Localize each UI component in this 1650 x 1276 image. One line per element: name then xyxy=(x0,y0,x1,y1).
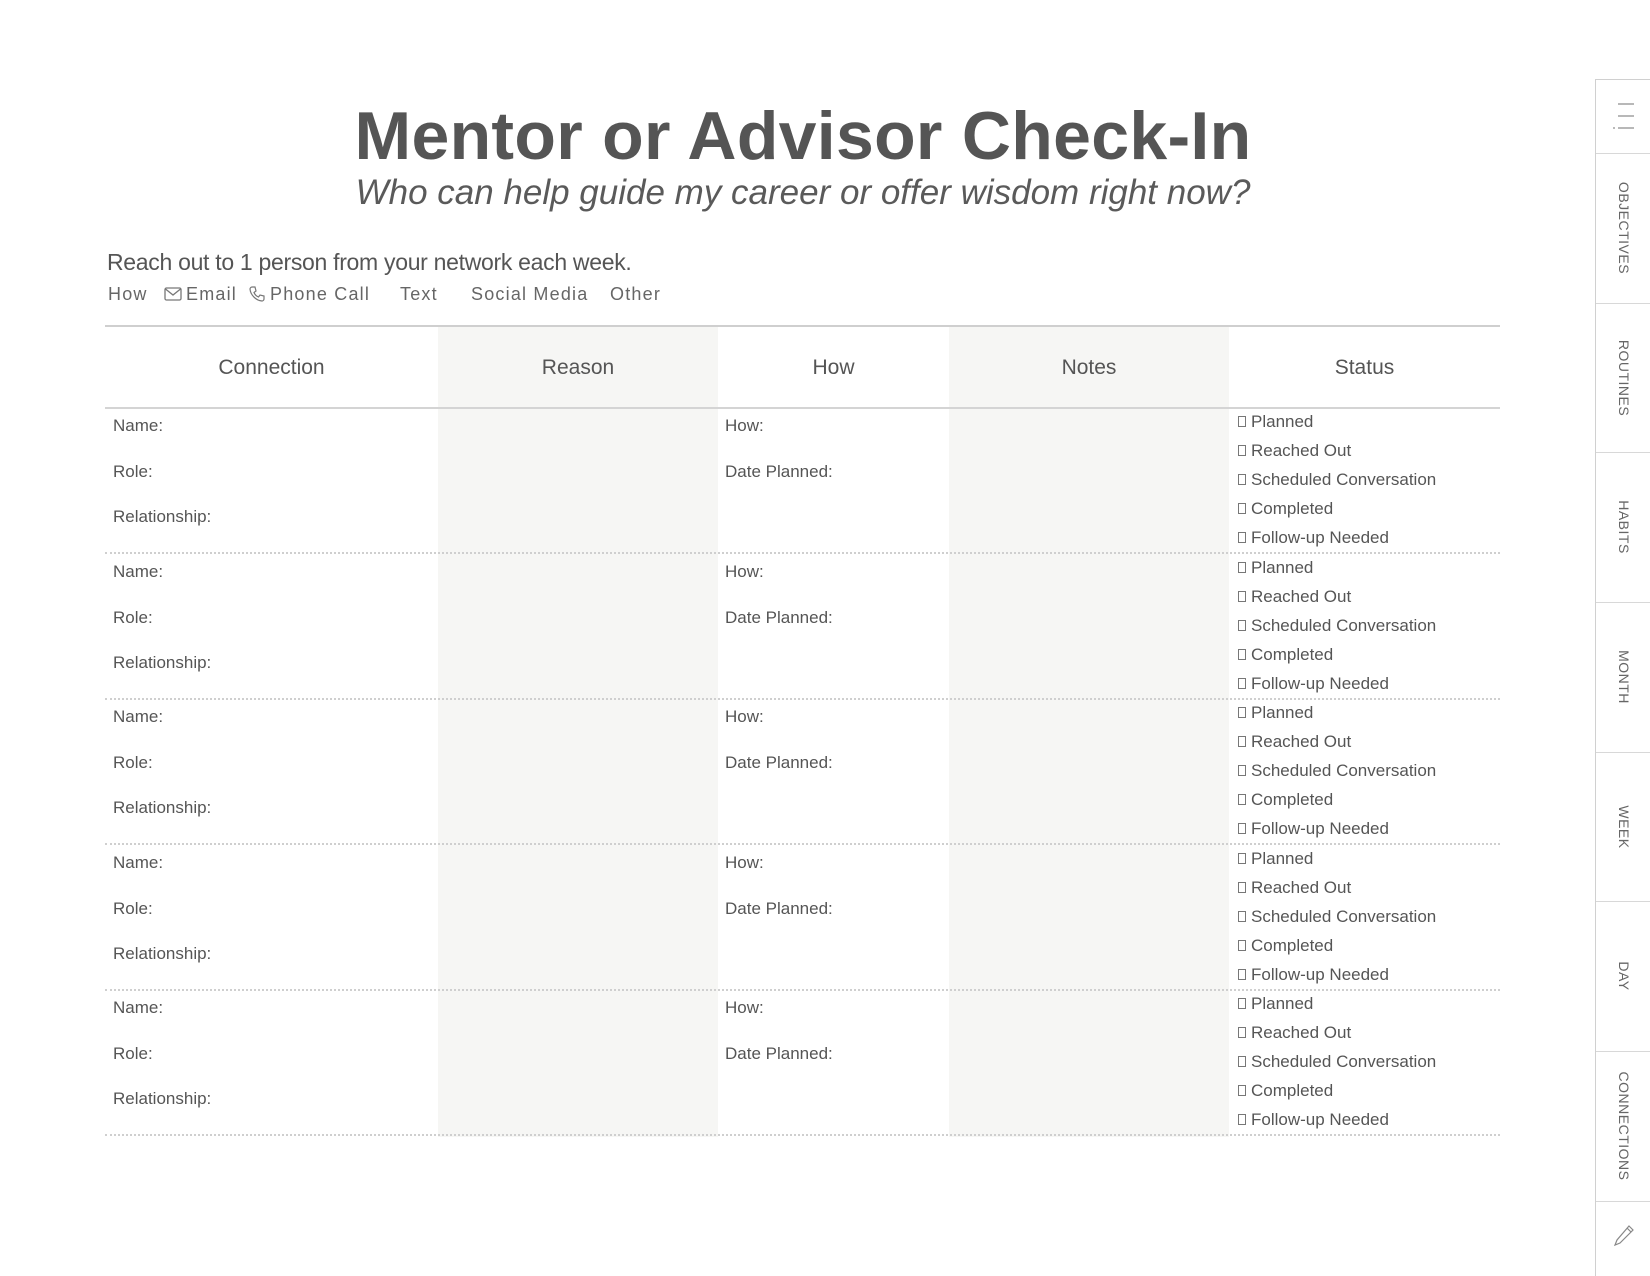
how-option-social-media: Social Media xyxy=(471,284,589,304)
status-option-label: Completed xyxy=(1251,1081,1334,1100)
side-tab-label: MONTH xyxy=(1615,650,1632,704)
checkbox[interactable] xyxy=(1238,823,1246,834)
status-option[interactable] xyxy=(1238,644,1436,673)
side-tab-label: WEEK xyxy=(1615,805,1632,849)
checkbox[interactable] xyxy=(1238,1027,1246,1038)
mail-icon xyxy=(164,287,182,301)
status-option-label: Planned xyxy=(1251,994,1314,1013)
status-option-label: Reached Out xyxy=(1251,586,1352,606)
connection-field-label: Name: xyxy=(113,561,164,581)
header-notes: Notes xyxy=(1061,356,1117,379)
menu-icon xyxy=(1612,102,1636,135)
how-label: How xyxy=(108,284,148,304)
how-field-label: Date Planned: xyxy=(725,1044,833,1063)
status-option-label: Reached Out xyxy=(1251,877,1352,897)
checkbox[interactable] xyxy=(1238,416,1246,427)
checkbox[interactable] xyxy=(1238,1085,1246,1096)
checkbox[interactable] xyxy=(1238,678,1246,689)
connection-field-label: Name: xyxy=(113,416,164,435)
connection-field-label: Name: xyxy=(113,852,164,872)
how-option-label: Email xyxy=(186,284,238,304)
connection-field-label: Relationship: xyxy=(113,798,212,817)
status-option-label: Reached Out xyxy=(1251,1023,1352,1042)
connection-field-label: Relationship: xyxy=(113,652,212,672)
status-option[interactable] xyxy=(1238,411,1436,440)
status-option-label: Completed xyxy=(1251,790,1334,809)
header-status: Status xyxy=(1334,356,1395,379)
status-option-label: Planned xyxy=(1251,557,1314,577)
status-option[interactable] xyxy=(1238,469,1436,498)
checkbox[interactable] xyxy=(1238,969,1246,980)
connection-field-label: Role: xyxy=(113,607,153,627)
checkbox[interactable] xyxy=(1238,620,1246,631)
status-option-label: Reached Out xyxy=(1251,732,1352,751)
checkbox[interactable] xyxy=(1238,503,1246,514)
side-tab-label: OBJECTIVES xyxy=(1615,181,1632,274)
checkbox[interactable] xyxy=(1238,649,1246,660)
status-option-label: Scheduled Conversation xyxy=(1251,906,1437,926)
side-tab-connections[interactable] xyxy=(1596,1051,1650,1202)
side-tab-label: ROUTINES xyxy=(1615,339,1632,416)
connection-field-label: Name: xyxy=(113,998,164,1017)
check-in-table xyxy=(105,325,1500,1137)
how-field-label: How: xyxy=(725,416,764,435)
status-option[interactable] xyxy=(1238,586,1436,615)
connection-field-label: Role: xyxy=(113,1044,153,1063)
how-field-label: Date Planned: xyxy=(725,898,833,918)
status-option-label: Follow-up Needed xyxy=(1251,673,1389,693)
status-checklist xyxy=(1238,993,1436,1138)
side-tab-month[interactable] xyxy=(1596,602,1650,753)
status-option[interactable] xyxy=(1238,906,1436,935)
connection-field-label: Role: xyxy=(113,462,153,481)
side-tab-bar xyxy=(1595,79,1650,1276)
side-tab-label: HABITS xyxy=(1615,500,1632,555)
checkbox[interactable] xyxy=(1238,765,1246,776)
status-option-label: Follow-up Needed xyxy=(1251,1110,1389,1129)
table-row xyxy=(105,409,1500,554)
status-option[interactable] xyxy=(1238,848,1436,877)
status-option[interactable] xyxy=(1238,498,1436,527)
header-how: How xyxy=(812,356,855,379)
checkbox[interactable] xyxy=(1238,445,1246,456)
how-option-email xyxy=(164,282,237,306)
status-option[interactable] xyxy=(1238,1051,1436,1080)
table-row xyxy=(105,700,1500,845)
how-option-text: Text xyxy=(400,284,438,304)
checkbox[interactable] xyxy=(1238,940,1246,951)
side-tab-label: CONNECTIONS xyxy=(1615,1071,1632,1181)
row-divider xyxy=(105,1134,1500,1136)
status-option[interactable] xyxy=(1238,993,1436,1022)
status-option-label: Scheduled Conversation xyxy=(1251,1052,1437,1071)
status-option-label: Planned xyxy=(1251,412,1314,431)
status-option[interactable] xyxy=(1238,760,1436,789)
checkbox[interactable] xyxy=(1238,532,1246,543)
how-field-label: Date Planned: xyxy=(725,607,833,627)
status-option-label: Scheduled Conversation xyxy=(1251,615,1437,635)
status-option-label: Planned xyxy=(1251,848,1314,868)
how-option-phone xyxy=(248,282,370,306)
instruction-text: Reach out to 1 person from your network each week. xyxy=(107,249,632,275)
status-option-label: Planned xyxy=(1251,703,1314,722)
connection-field-label: Relationship: xyxy=(113,1089,212,1108)
how-field-label: Date Planned: xyxy=(725,462,833,481)
status-checklist xyxy=(1238,848,1436,993)
status-option[interactable] xyxy=(1238,557,1436,586)
table-top-rule xyxy=(105,325,1500,327)
connection-field-label: Relationship: xyxy=(113,943,212,963)
status-option[interactable] xyxy=(1238,615,1436,644)
status-option[interactable] xyxy=(1238,877,1436,906)
checkbox[interactable] xyxy=(1238,474,1246,485)
checkbox[interactable] xyxy=(1238,1114,1246,1125)
checkbox[interactable] xyxy=(1238,998,1246,1009)
page-subtitle: Who can help guide my career or offer wisdom right now? xyxy=(355,173,1251,212)
header-connection: Connection xyxy=(218,356,325,379)
how-option-label: Phone Call xyxy=(270,284,371,304)
how-field-label: How: xyxy=(725,852,764,872)
checkbox[interactable] xyxy=(1238,911,1246,922)
status-option[interactable] xyxy=(1238,789,1436,818)
status-checklist xyxy=(1238,411,1436,556)
checkbox[interactable] xyxy=(1238,1056,1246,1067)
header-reason: Reason xyxy=(541,356,615,379)
status-option-label: Follow-up Needed xyxy=(1251,964,1389,984)
pencil-icon xyxy=(1612,1223,1636,1254)
phone-icon xyxy=(248,285,266,303)
status-option[interactable] xyxy=(1238,1080,1436,1109)
status-option[interactable] xyxy=(1238,731,1436,760)
status-option[interactable] xyxy=(1238,440,1436,469)
side-tab-day[interactable] xyxy=(1596,902,1650,1053)
status-option[interactable] xyxy=(1238,935,1436,964)
menu-button[interactable] xyxy=(1596,80,1650,154)
how-option-other: Other xyxy=(610,284,662,304)
connection-field-label: Name: xyxy=(113,707,164,726)
side-tab-week[interactable] xyxy=(1596,752,1650,903)
edit-button[interactable] xyxy=(1596,1201,1650,1275)
status-option-label: Completed xyxy=(1251,644,1334,664)
table-row xyxy=(105,846,1500,991)
side-tab-objectives[interactable] xyxy=(1596,153,1650,304)
connection-field-label: Role: xyxy=(113,753,153,772)
checkbox[interactable] xyxy=(1238,882,1246,893)
status-checklist xyxy=(1238,702,1436,847)
connection-field-label: Role: xyxy=(113,898,153,918)
how-field-label: Date Planned: xyxy=(725,753,833,772)
how-field-label: How: xyxy=(725,998,764,1017)
checkbox[interactable] xyxy=(1238,853,1246,864)
table-row xyxy=(105,991,1500,1136)
status-option[interactable] xyxy=(1238,1022,1436,1051)
checkbox[interactable] xyxy=(1238,707,1246,718)
how-field-label: How: xyxy=(725,561,764,581)
status-option-label: Completed xyxy=(1251,935,1334,955)
table-row xyxy=(105,555,1500,700)
status-option-label: Completed xyxy=(1251,499,1334,518)
status-option-label: Follow-up Needed xyxy=(1251,819,1389,838)
connection-field-label: Relationship: xyxy=(113,507,212,526)
side-tab-habits[interactable] xyxy=(1596,452,1650,603)
status-option[interactable] xyxy=(1238,702,1436,731)
how-field-label: How: xyxy=(725,707,764,726)
side-tab-label: DAY xyxy=(1615,961,1632,991)
status-option-label: Scheduled Conversation xyxy=(1251,761,1437,780)
checkbox[interactable] xyxy=(1238,591,1246,602)
status-option-label: Follow-up Needed xyxy=(1251,528,1389,547)
status-option-label: Scheduled Conversation xyxy=(1251,470,1437,489)
checkbox[interactable] xyxy=(1238,562,1246,573)
checkbox[interactable] xyxy=(1238,794,1246,805)
side-tab-routines[interactable] xyxy=(1596,303,1650,454)
checkbox[interactable] xyxy=(1238,736,1246,747)
page-title: Mentor or Advisor Check-In xyxy=(354,98,1252,174)
status-checklist xyxy=(1238,557,1436,702)
status-option-label: Reached Out xyxy=(1251,441,1352,460)
